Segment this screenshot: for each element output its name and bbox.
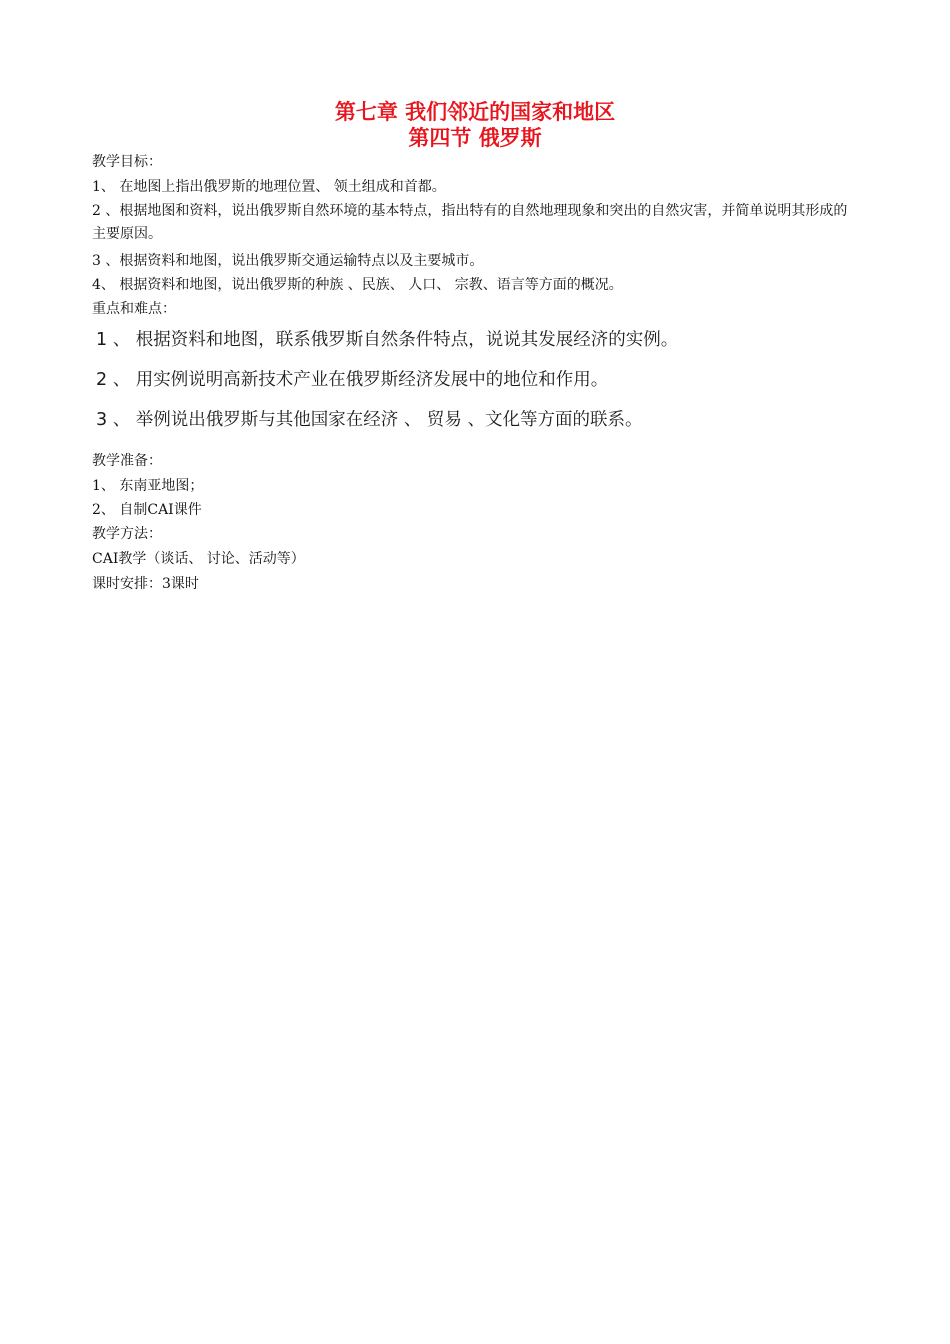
schedule-text: 课时安排：3课时	[92, 576, 199, 592]
key-point-item: 2 、 用实例说明高新技术产业在俄罗斯经济发展中的地位和作用。	[96, 370, 609, 390]
preparation-item: 2、 自制CAI课件	[92, 502, 202, 518]
preparation-heading: 教学准备：	[92, 453, 162, 469]
method-heading: 教学方法：	[92, 526, 162, 542]
objective-item: 1、 在地图上指出俄罗斯的地理位置、 领土组成和首都。	[92, 179, 446, 195]
objective-item: 3 、根据资料和地图，说出俄罗斯交通运输特点以及主要城市。	[92, 253, 484, 269]
method-text: CAI教学（谈话、 讨论、活动等）	[92, 551, 305, 567]
key-point-item: 1 、 根据资料和地图，联系俄罗斯自然条件特点，说说其发展经济的实例。	[96, 330, 679, 350]
objectives-heading: 教学目标：	[92, 154, 162, 170]
key-point-item: 3 、 举例说出俄罗斯与其他国家在经济 、 贸易 、文化等方面的联系。	[96, 410, 643, 430]
preparation-item: 1、 东南亚地图；	[92, 478, 204, 494]
objective-item: 2 、根据地图和资料，说出俄罗斯自然环境的基本特点，指出特有的自然地理现象和突出的自然灾害，并简单说明其形成的主要原因。	[92, 203, 848, 242]
chapter-title: 第七章 我们邻近的国家和地区	[334, 100, 616, 124]
section-title: 第四节 俄罗斯	[408, 126, 542, 150]
key-points-heading: 重点和难点：	[92, 301, 176, 317]
objective-item: 4、 根据资料和地图，说出俄罗斯的种族 、民族、 人口、 宗教、语言等方面的概况。	[92, 277, 623, 293]
